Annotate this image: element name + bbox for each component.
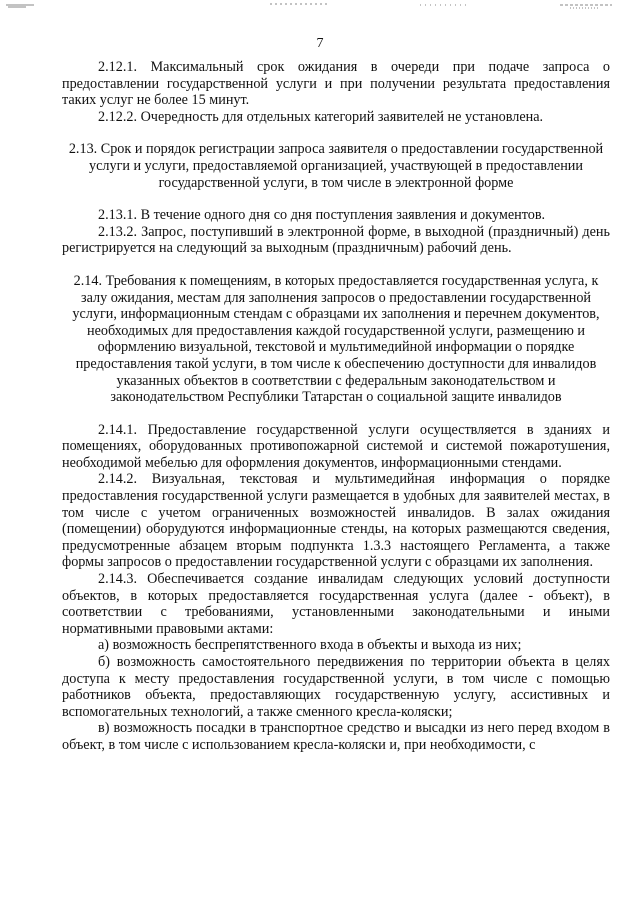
paragraph: 2.14.3. Обеспечивается создание инвалидам следующих условий доступности объектов, в которых предоставляется государственная услуга (далее - объект), в соответствии с требованиями, установленными законодательными и иными нормативными правовыми актами: — [62, 571, 610, 637]
paragraph: 2.14.2. Визуальная, текстовая и мультимедийная информация о порядке предоставления государственной услуги размещается в удобных для заявителей местах, в том числе с учетом ограниченных возможностей инвалидов. В залах ожидания (помещении) оборудуются информационные стенды, на которых размещаются сведения, предусмотренные абзацем вторым подпункта 1.3.3 настоящего Регламента, а также формы запросов о предоставлении государственной услуги с образцами их заполнения. — [62, 471, 610, 571]
section-heading: 2.14. Требования к помещениям, в которых предоставляется государственная услуга, к залу ожидания, местам для заполнения запросов о предоставлении государственной услуги, информационным стендам с образцами их заполнения и перечнем документов, необходимых для предоставления каждой государственной услуги, размещению и оформлению визуальной, текстовой и мультимедийной информации о порядке предоставления такой услуги, в том числе к обеспечению доступности для инвалидов указанных объектов в соответствии с федеральным законодательством и законодательством Республики Татарстан о социальной защите инвалидов — [72, 272, 600, 406]
paragraph: 2.12.2. Очередность для отдельных категорий заявителей не установлена. — [98, 108, 544, 125]
scan-artifact-strip — [0, 0, 640, 16]
paragraph: б) возможность самостоятельного передвижения по территории объекта в целях доступа к месту предоставления государственной услуги, в том числе с помощью работников объекта, предоставляющих государственную услугу, ассистивных и вспомогательных технологий, а также сменного кресла-коляски; — [62, 654, 610, 720]
page-number: 7 — [316, 36, 324, 51]
document-body — [62, 59, 610, 754]
paragraph: 2.13.2. Запрос, поступивший в электронной форме, в выходной (праздничный) день регистрируется на следующий за выходным (праздничным) рабочий день. — [62, 223, 610, 257]
paragraph: а) возможность беспрепятственного входа в объекты и выхода из них; — [98, 637, 522, 654]
paragraph: 2.13.1. В течение одного дня со дня поступления заявления и документов. — [98, 207, 546, 224]
paragraph: 2.14.1. Предоставление государственной услуги осуществляется в зданиях и помещениях, оборудованных противопожарной системой и системой пожаротушения, необходимой мебелью для оформления документов, информационными стендами. — [62, 421, 610, 471]
paragraph: 2.12.1. Максимальный срок ожидания в очереди при подаче запроса о предоставлении государственной услуги и при получении результата предоставления таких услуг не более 15 минут. — [62, 59, 610, 109]
paragraph: в) возможность посадки в транспортное средство и высадки из него перед входом в объект, в том числе с использованием кресла-коляски и, при необходимости, с — [62, 720, 610, 753]
section-heading: 2.13. Срок и порядок регистрации запроса заявителя о предоставлении государственной услуги и услуги, предоставляемой организацией, участвующей в предоставлении государственной услуги, в том числе в электронной форме — [68, 141, 604, 191]
